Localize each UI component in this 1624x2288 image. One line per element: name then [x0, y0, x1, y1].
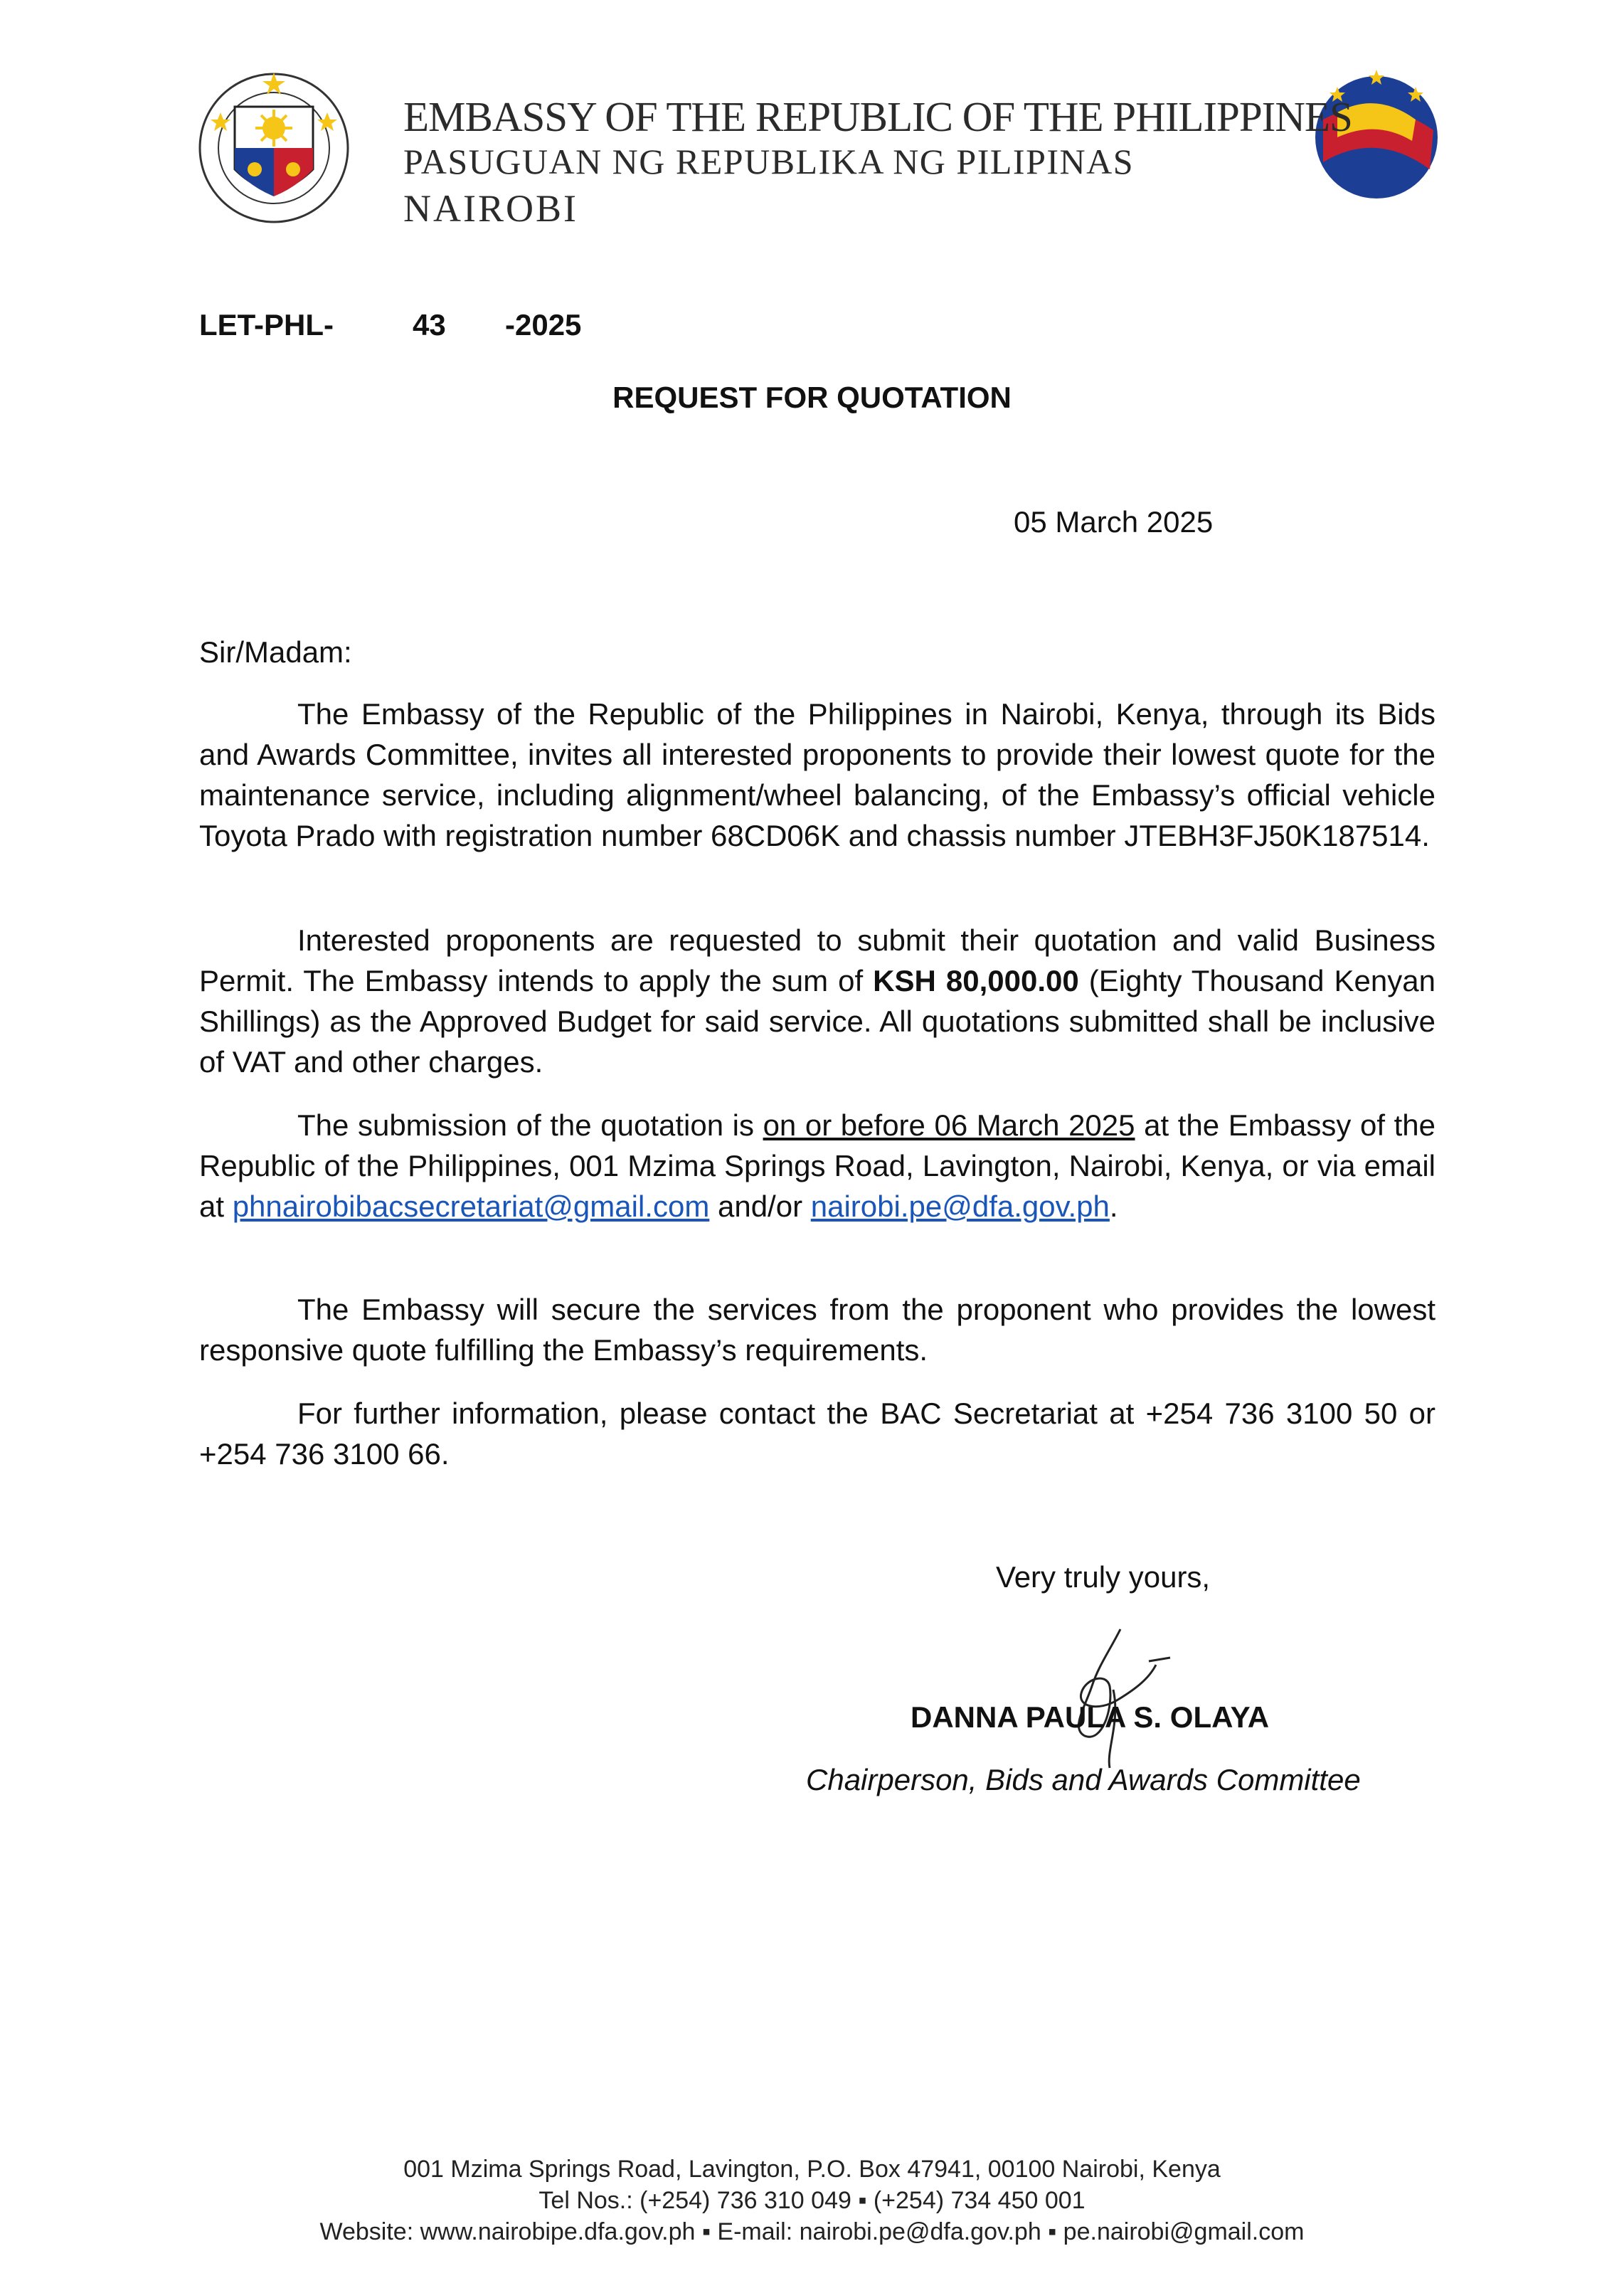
paragraph-2-text: Interested proponents are requested to submit their quotation and valid Business Permit. The Embassy intends to apply the sum of [199, 923, 1435, 997]
paragraph-3-end: . [1109, 1190, 1118, 1223]
submission-deadline: on or before 06 March 2025 [763, 1108, 1135, 1142]
footer-address: 001 Mzima Springs Road, Lavington, P.O. Box 47941, 00100 Nairobi, Kenya [403, 2156, 1221, 2183]
embassy-name-english: EMBASSY OF THE REPUBLIC OF THE PHILIPPINES [403, 93, 1352, 140]
paragraph-3 [199, 1105, 1435, 1227]
footer-phones: Tel Nos.: (+254) 736 310 049 ▪ (+254) 734 450 001 [538, 2187, 1086, 2214]
reference-number-value: 43 [413, 308, 446, 341]
letter-date: 05 March 2025 [1014, 505, 1214, 539]
paragraph-4-text: The Embassy will secure the services from the proponent who provides the lowest responsive quote fulfilling the Embassy’s requirements. [199, 1293, 1435, 1367]
paragraph-4 [199, 1289, 1435, 1370]
embassy-name-filipino: PASUGUAN NG REPUBLIKA NG PILIPINAS [403, 142, 1135, 181]
paragraph-5-text: For further information, please contact the BAC Secretariat at +254 736 3100 50 or +254 736 3100 66. [199, 1397, 1435, 1471]
paragraph-3-conj: and/or [709, 1190, 811, 1223]
signatory-name: DANNA PAULA S. OLAYA [911, 1700, 1270, 1734]
bac-email-link[interactable]: phnairobibacsecretariat@gmail.com [232, 1190, 710, 1223]
salutation: Sir/Madam: [199, 635, 352, 669]
approved-budget: KSH 80,000.00 [873, 964, 1079, 997]
reference-prefix: LET-PHL- [199, 308, 334, 341]
reference-suffix: -2025 [505, 308, 582, 341]
philippine-seal-icon [196, 63, 352, 240]
paragraph-2 [199, 920, 1435, 1082]
embassy-email-link[interactable]: nairobi.pe@dfa.gov.ph [810, 1190, 1110, 1223]
signature-icon [1042, 1622, 1192, 1771]
bagong-pilipinas-logo-icon [1295, 63, 1458, 233]
document-title: REQUEST FOR QUOTATION [612, 381, 1012, 414]
footer-web: Website: www.nairobipe.dfa.gov.ph ▪ E-mail: nairobi.pe@dfa.gov.ph ▪ pe.nairobi@gmail.com [319, 2218, 1305, 2245]
paragraph-3-text: The submission of the quotation is [297, 1108, 763, 1142]
paragraph-3-text-cont: at the Embassy of the Republic of the Philippines, 001 Mzima Springs Road, Lavington, Nairobi, Kenya, or via email at [199, 1108, 1436, 1223]
paragraph-1-text: The Embassy of the Republic of the Philippines in Nairobi, Kenya, through its Bids and Awards Committee, invites all interested proponents to provide their lowest quote for the maintenance service, including alignment/wheel balancing, of the Embassy’s official vehicle Toyota Prado with registration number 68CD06K and chassis number JTEBH3FJ50K187514. [199, 697, 1435, 852]
paragraph-2-text-cont: (Eighty Thousand Kenyan Shillings) as the Approved Budget for said service. All quotations submitted shall be inclusive of VAT and other charges. [199, 964, 1435, 1079]
embassy-city: NAIROBI [403, 187, 578, 230]
closing: Very truly yours, [996, 1560, 1211, 1594]
paragraph-5 [199, 1393, 1435, 1474]
paragraph-1 [199, 694, 1435, 856]
signatory-title: Chairperson, Bids and Awards Committee [806, 1763, 1361, 1796]
